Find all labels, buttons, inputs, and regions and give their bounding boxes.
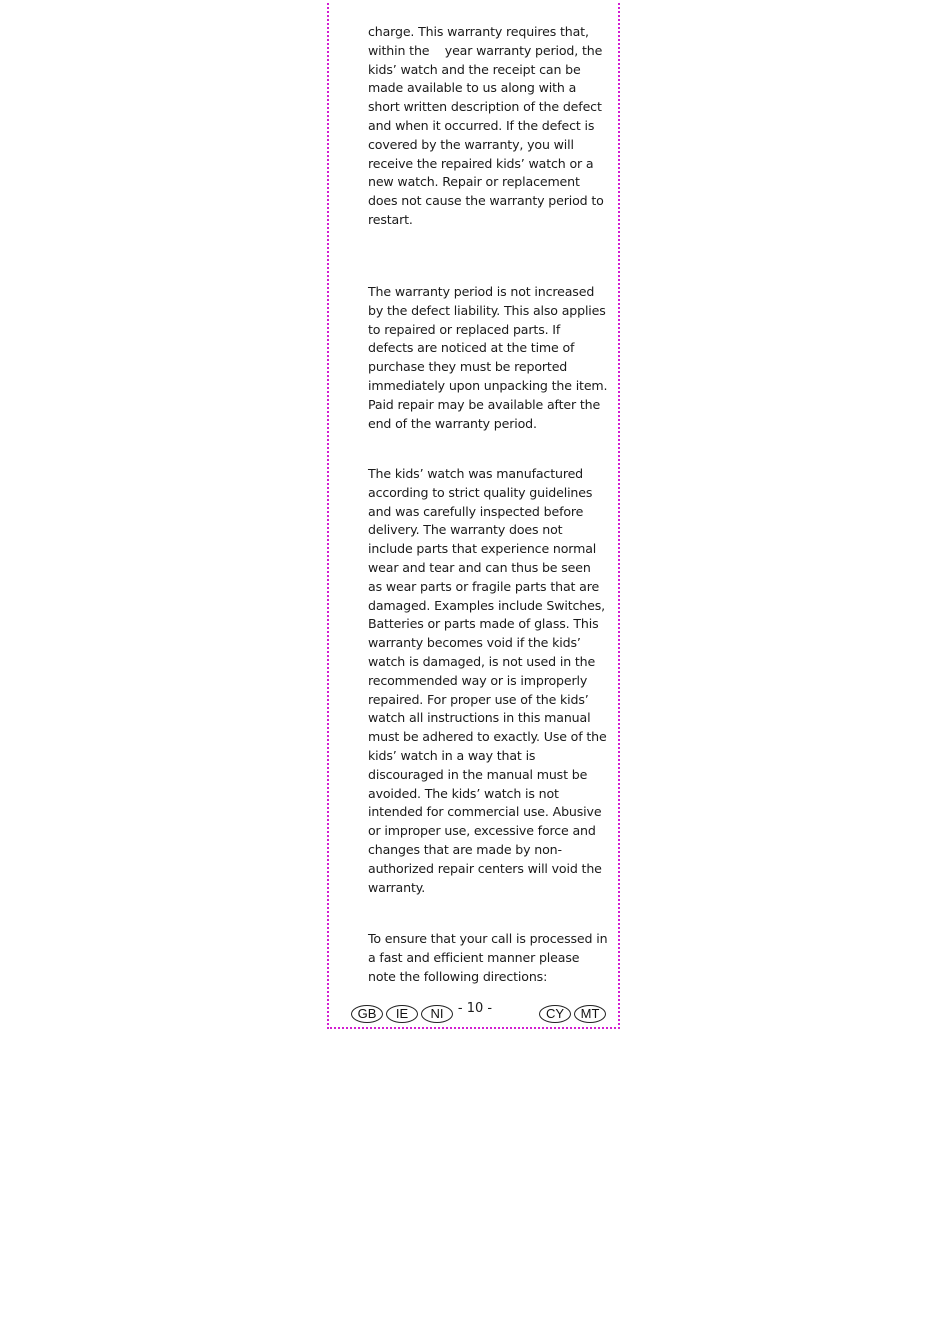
country-badge-mt: MT — [574, 1005, 606, 1023]
page-number: - 10 - — [457, 1001, 493, 1016]
warranty-paragraph-2: The warranty period is not increased by the defect liability. This also applies to repaired or replaced parts. If defects are noticed at the time of purchase they must be reported immediately upon unpacking the item. Paid repair may be available after the end of the warranty period. — [368, 284, 612, 431]
warranty-paragraph-4: To ensure that your call is processed in a fast and efficient manner please note the following directions: — [368, 931, 612, 984]
warranty-paragraph-1: charge. This warranty requires that, within the year warranty period, the kids’ watch and the receipt can be made available to us along with a short written description of the defect and when it occurred. If the defect is covered by the warranty, you will receive the repaired kids’ watch or a new watch. Repair or replacement does not cause the warranty period to restart. — [368, 24, 608, 227]
warranty-paragraph-3: The kids’ watch was manufactured according to strict quality guidelines and was carefully inspected before delivery. The warranty does not include parts that experience normal wear and tear and can thus be seen as wear parts or fragile parts that are damaged. Examples include Switches, Batteries or parts made of glass. This warranty becomes void if the kids’ watch is damaged, is not used in the recommended way or is improperly repaired. For proper use of the kids’ watch all instructions in this manual must be adhered to exactly. Use of the kids’ watch in a way that is discouraged in the manual must be avoided. The kids’ watch is not intended for commercial use. Abusive or improper use, excessive force and changes that are made by non-authorized repair centers will void the warranty. — [368, 466, 611, 895]
country-badge-ni: NI — [421, 1005, 453, 1023]
country-badge-cy: CY — [539, 1005, 571, 1023]
country-badge-gb: GB — [351, 1005, 383, 1023]
country-badge-ie: IE — [386, 1005, 418, 1023]
